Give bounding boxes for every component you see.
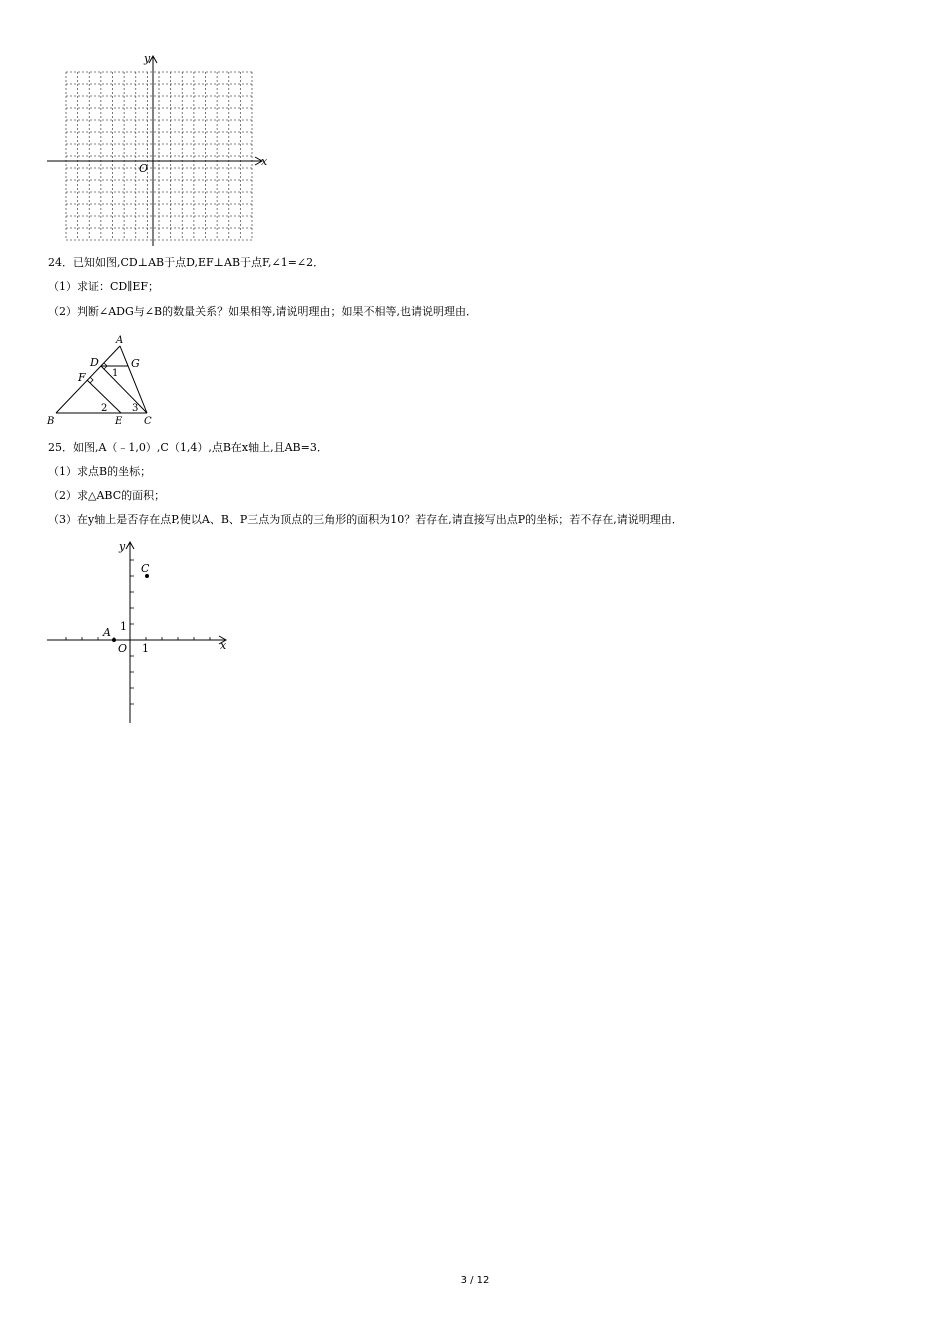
tick-y-1-label: 1 xyxy=(120,620,127,633)
axis-ticks xyxy=(66,560,210,704)
triangle-figure xyxy=(40,330,170,430)
point-A xyxy=(112,638,116,642)
label-C: C xyxy=(144,416,152,427)
tick-x-1-label: 1 xyxy=(142,642,149,655)
label-D: D xyxy=(90,356,99,369)
q25-part2: （2）求△ABC的面积； xyxy=(48,489,166,502)
origin-label: O xyxy=(139,162,149,175)
origin-label: O xyxy=(118,642,128,655)
q24-stem: 24．已知如图,CD⊥AB于点D,EF⊥AB于点F,∠1=∠2． xyxy=(48,256,325,269)
label-A: A xyxy=(116,335,124,346)
grid-coordinate-figure xyxy=(40,50,275,250)
q24-part2: （2）判断∠ADG与∠B的数量关系？如果相等,请说明理由；如果不相等,也请说明理由． xyxy=(48,305,478,318)
x-axis-label: x xyxy=(220,639,227,652)
page-number: 3 / 12 xyxy=(460,1275,490,1286)
label-B: B xyxy=(47,416,55,427)
label-E: E xyxy=(115,416,123,427)
right-angle-mark-F xyxy=(90,377,93,383)
point-A-label: A xyxy=(103,626,111,639)
angle-1-label: 1 xyxy=(112,368,119,379)
point-C-label: C xyxy=(141,562,150,575)
coordinate-figure xyxy=(40,535,240,730)
x-axis-label: x xyxy=(261,155,268,168)
q24-part1: （1）求证：CD∥EF； xyxy=(48,280,159,293)
y-axis-label: y xyxy=(144,52,151,65)
q25-stem: 25．如图,A（﹣1,0）,C（1,4）,点B在x轴上,且AB=3． xyxy=(48,441,328,454)
y-axis-label: y xyxy=(119,540,126,553)
segment-CD xyxy=(101,366,147,413)
angle-2-label: 2 xyxy=(101,403,108,414)
angle-3-label: 3 xyxy=(132,403,139,414)
label-F: F xyxy=(78,371,86,384)
label-G: G xyxy=(131,357,140,370)
dashed-grid xyxy=(66,72,252,240)
q25-part1: （1）求点B的坐标； xyxy=(48,465,152,478)
q25-part3: （3）在y轴上是否存在点P,使以A、B、P三点为顶点的三角形的面积为10？若存在,请直接写出点P的坐标；若不存在,请说明理由． xyxy=(48,513,683,526)
